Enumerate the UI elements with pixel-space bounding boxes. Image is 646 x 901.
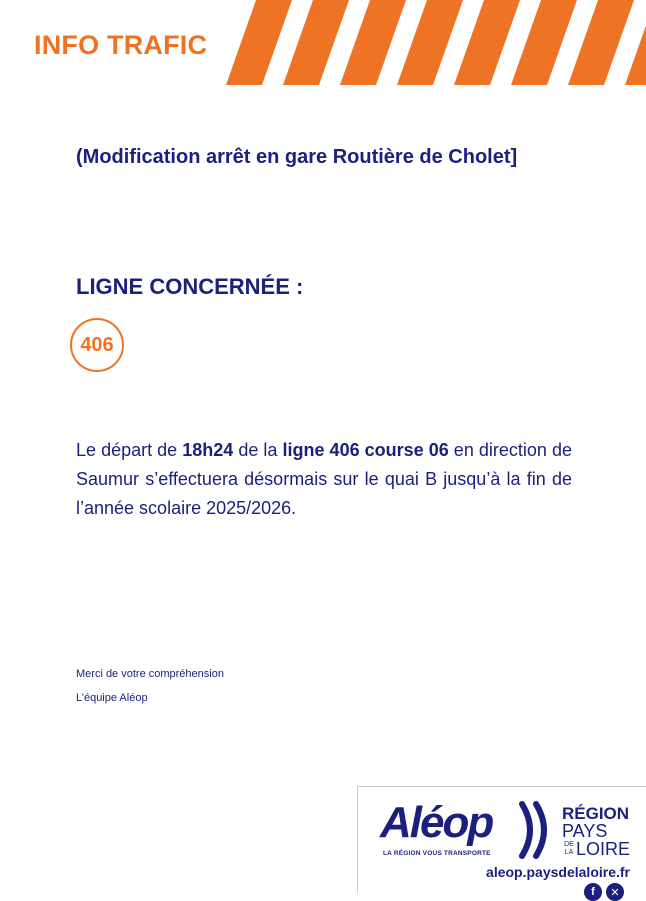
region-line1: RÉGION: [562, 804, 630, 823]
footer-divider-vertical: [357, 786, 358, 893]
logo-tagline: LA RÉGION VOUS TRANSPORTE: [383, 850, 491, 857]
body-part1: Le départ de: [76, 440, 183, 460]
line-number: 406: [80, 333, 114, 356]
closing: [76, 668, 224, 716]
footer-divider-horizontal: [357, 786, 646, 787]
lines-heading: LIGNE CONCERNÉE :: [76, 274, 304, 299]
facebook-icon[interactable]: f: [584, 883, 602, 901]
body-part3: en direction de Saumur s’effectuera désormais sur le quai B jusqu’à la fin de l’année scolaire 2025/2026.: [76, 440, 572, 518]
departure-time: 18h24: [182, 440, 234, 460]
page-title: INFO TRAFIC: [34, 30, 208, 60]
line-course: ligne 406 course 06: [282, 440, 449, 460]
region-la: LA: [564, 849, 574, 856]
logo-parentheses-icon: [516, 800, 556, 860]
line-number-badge: [70, 318, 124, 372]
aleop-logo: Aléop: [380, 798, 493, 847]
body-part2: de la: [233, 440, 283, 460]
website-link[interactable]: aleop.paysdelaloire.fr: [486, 864, 630, 880]
thanks-text: Merci de votre compréhension: [76, 668, 224, 680]
region-logo: [562, 805, 630, 858]
notice-subject: (Modification arrêt en gare Routière de Cholet]: [76, 146, 518, 168]
region-line3: LOIRE: [576, 839, 631, 859]
region-line2: PAYS: [562, 821, 608, 841]
social-icons: [584, 883, 624, 901]
signature-text: L’équipe Aléop: [76, 692, 148, 704]
region-de: DE: [564, 841, 574, 848]
x-icon[interactable]: ✕: [606, 883, 624, 901]
notice-body: [76, 436, 572, 523]
